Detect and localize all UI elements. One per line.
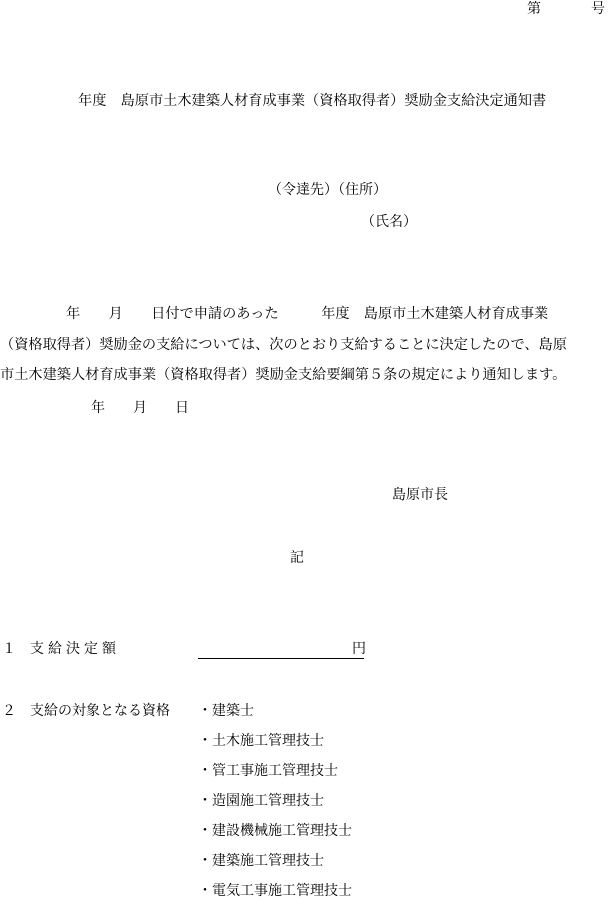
qualification-item: ・管工事施工管理技士 bbox=[198, 763, 338, 779]
item-1-label: 支給決定額 bbox=[30, 641, 120, 657]
amount-unit: 円 bbox=[352, 641, 366, 657]
recipient-name-label: （氏名） bbox=[361, 214, 417, 230]
issuer-name: 島原市長 bbox=[392, 487, 448, 503]
recipient-address-label: （令達先）（住所） bbox=[268, 182, 387, 198]
body-line-1: 年 月 日付で申請のあった 年度 島原市土木建築人材育成事業 bbox=[66, 306, 549, 322]
item-1-number: １ bbox=[2, 641, 16, 657]
qualification-item: ・造園施工管理技士 bbox=[198, 793, 324, 809]
qualification-item: ・電気工事施工管理技士 bbox=[198, 883, 352, 899]
qualification-item: ・建設機械施工管理技士 bbox=[198, 823, 352, 839]
qualification-item: ・建築施工管理技士 bbox=[198, 853, 324, 869]
notice-date: 年 月 日 bbox=[91, 400, 189, 416]
item-2-label: 支給の対象となる資格 bbox=[30, 703, 170, 719]
body-line-2: （資格取得者）奨励金の支給については、次のとおり支給することに決定したので、島原 bbox=[0, 337, 567, 353]
document-title: 年度 島原市土木建築人材育成事業（資格取得者）奨励金支給決定通知書 bbox=[78, 93, 547, 109]
body-line-3: 市土木建築人材育成事業（資格取得者）奨励金支給要綱第５条の規定により通知します。 bbox=[0, 367, 567, 383]
item-2-number: ２ bbox=[2, 703, 16, 719]
document-number: 第 号 bbox=[527, 1, 607, 17]
qualification-item: ・土木施工管理技士 bbox=[198, 733, 324, 749]
qualification-item: ・建築士 bbox=[198, 703, 254, 719]
amount-blank-line bbox=[198, 641, 364, 659]
ki-heading: 記 bbox=[290, 550, 304, 566]
